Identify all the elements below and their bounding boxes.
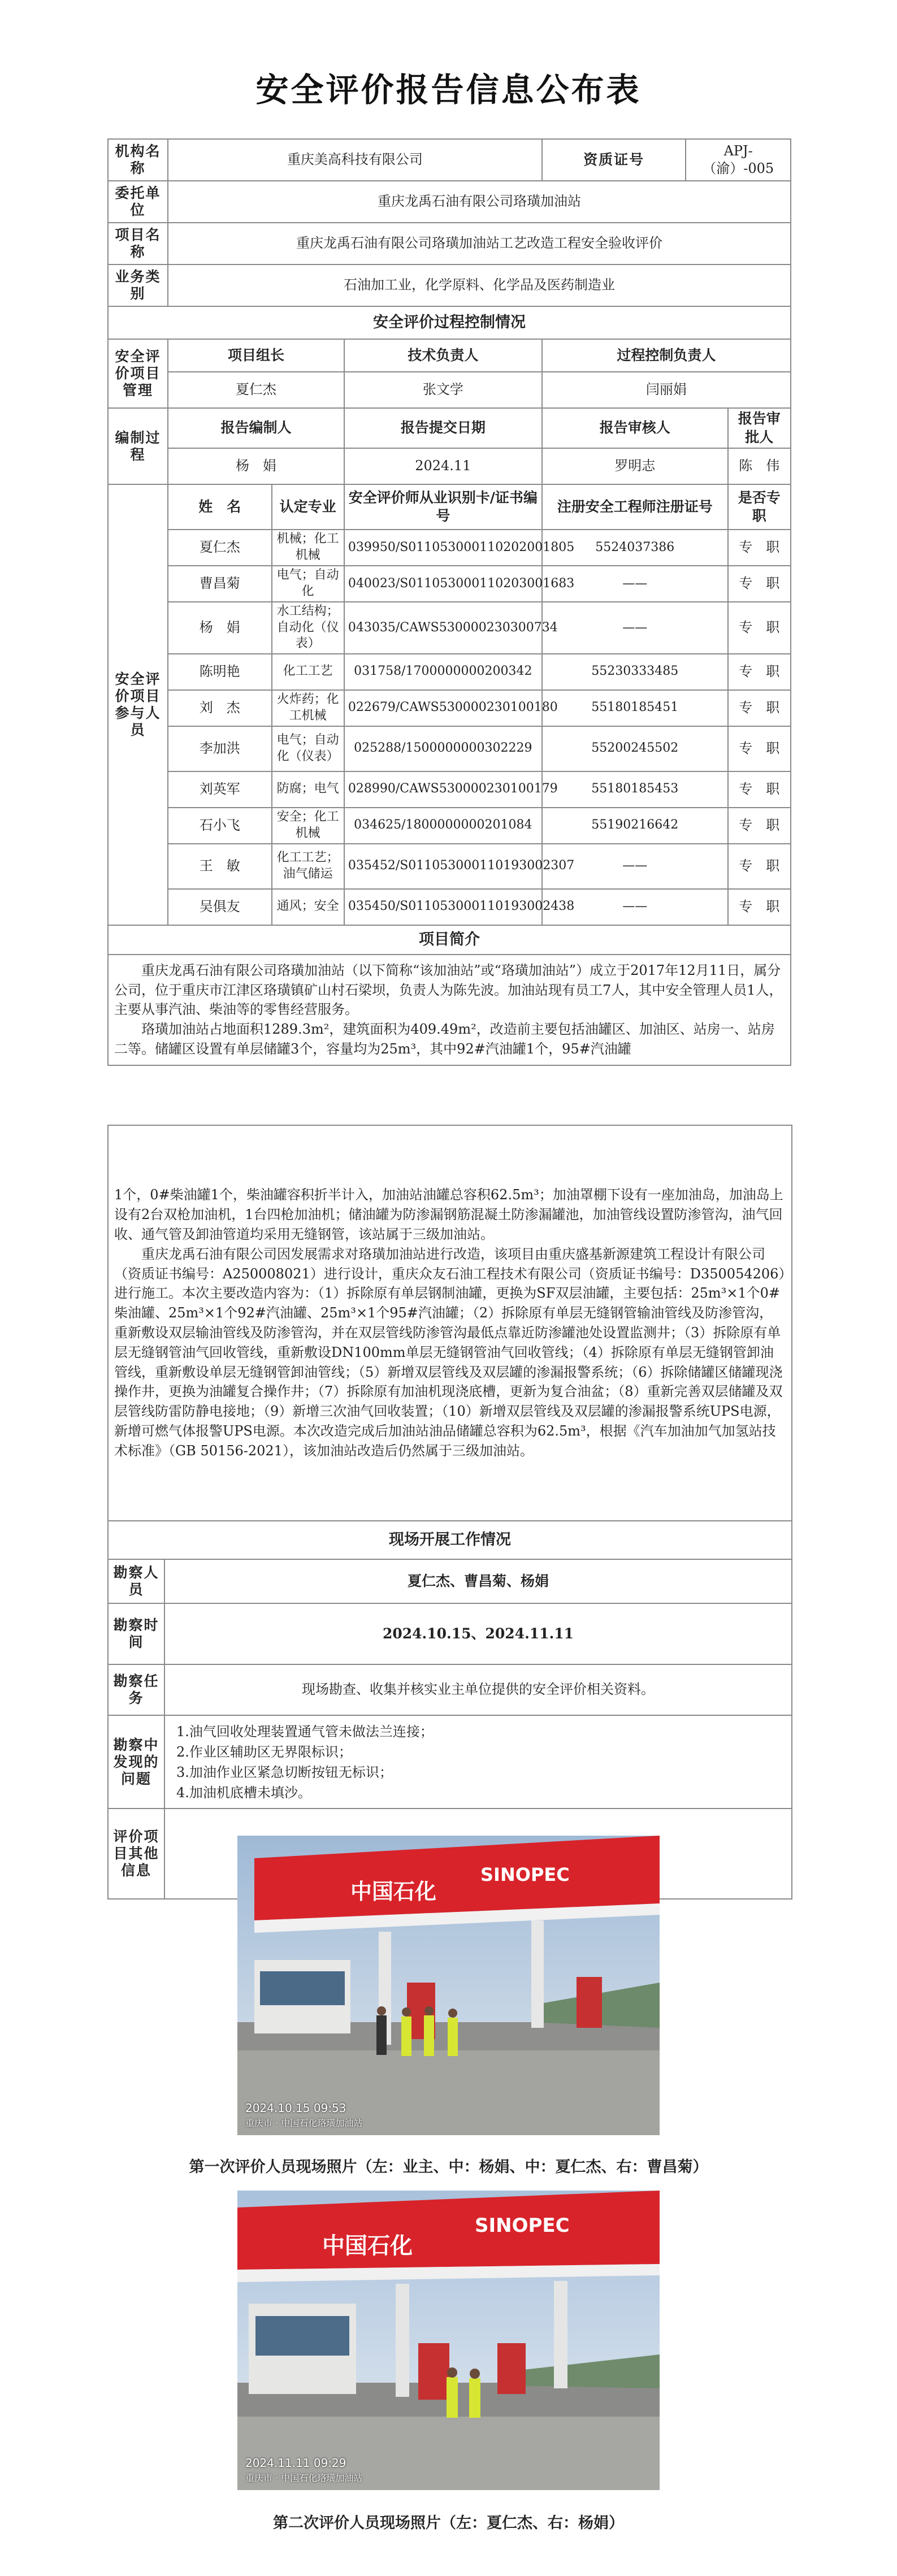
staff-cert: 040023/S011053000110203001683 — [344, 566, 542, 602]
staff-label: 安全评价项目参与人员 — [108, 484, 168, 925]
field-task-label: 勘察任务 — [108, 1664, 164, 1715]
photo-1-location: 重庆市 · 中国石化珞璜加油站 — [245, 2118, 363, 2128]
staff-fulltime: 专 职 — [728, 889, 791, 925]
photo-2-caption: 第二次评价人员现场照片（左：夏仁杰、右：杨娟） — [273, 2514, 624, 2532]
staff-name: 李加洪 — [168, 726, 271, 771]
staff-reg: 5524037386 — [542, 530, 728, 566]
staff-fulltime: 专 职 — [728, 808, 791, 844]
staff-row — [108, 602, 791, 654]
staff-reg: —— — [542, 602, 728, 654]
issue-item: 4.加油机底槽未填沙。 — [176, 1784, 311, 1801]
photo-1-caption: 第一次评价人员现场照片（左：业主、中：杨娟、中：夏仁杰、右：曹昌菊） — [189, 2158, 708, 2176]
gas-station-photo-2 — [237, 2191, 660, 2490]
staff-row — [108, 566, 791, 602]
staff-fulltime: 专 职 — [728, 844, 791, 889]
staff-reg: 55180185451 — [542, 690, 728, 726]
mgmt-header-tech: 技术负责人 — [344, 339, 542, 372]
site-photo-2 — [237, 2191, 660, 2490]
staff-header-cert: 安全评价师从业识别卡/证书编号 — [344, 484, 542, 530]
staff-reg: 55230333485 — [542, 654, 728, 690]
intro-paragraph-2a: 珞璜加油站占地面积1289.3m²，建筑面积为409.49m²，改造前主要包括油罐区、加油区、站房一、站房二等。储罐区设置有单层储罐3个，容量均为25m³，其中92#汽油罐1个，95#汽油罐 — [114, 1021, 775, 1057]
business-value: 石油加工业，化学原料、化学品及医药制造业 — [168, 264, 791, 306]
page-title: 安全评价报告信息公布表 — [255, 71, 642, 109]
issue-item: 3.加油作业区紧急切断按钮无标识； — [176, 1764, 393, 1780]
staff-row — [108, 654, 791, 690]
staff-cert: 031758/1700000000200342 — [344, 654, 542, 690]
site-photo-1 — [237, 1836, 660, 2135]
staff-major: 通风；安全 — [272, 889, 344, 925]
canopy-sign-en: SINOPEC — [475, 2214, 570, 2237]
staff-major: 电气；自动化（仪表） — [272, 726, 344, 771]
staff-major: 化工工艺 — [272, 654, 344, 690]
canopy-sign-cn: 中国石化 — [322, 2232, 413, 2259]
project-value: 重庆龙禹石油有限公司珞璜加油站工艺改造工程安全验收评价 — [168, 223, 791, 264]
staff-major: 安全；化工机械 — [272, 808, 344, 844]
intro-paragraph-2b: 1个，0#柴油罐1个，柴油罐容积折半计入，加油站油罐总容积62.5m³；加油罩棚下设有一座加油岛，加油岛上设有2台双枪加油机，1台四枪加油机；储油罐为防渗漏钢筋混凝土防渗漏罐池，加油管线设置防渗管沟，油气回收、通气管及卸油管道均采用无缝钢管，该站属于三级加油站。 — [114, 1187, 783, 1243]
staff-header-reg: 注册安全工程师注册证号 — [542, 484, 728, 530]
compile-author: 杨 娟 — [168, 448, 344, 484]
issue-item: 2.作业区辅助区无界限标识； — [176, 1744, 352, 1760]
staff-cert: 043035/CAWS530000230300734 — [344, 602, 542, 654]
process-section-heading: 安全评价过程控制情况 — [108, 306, 791, 339]
mgmt-label: 安全评价项目管理 — [108, 339, 168, 408]
field-time-label: 勘察时间 — [108, 1603, 164, 1664]
compile-header-date: 报告提交日期 — [344, 408, 542, 448]
staff-cert: 039950/S011053000110202001805 — [344, 530, 542, 566]
staff-header-major: 认定专业 — [272, 484, 344, 530]
staff-cert: 028990/CAWS530000230100179 — [344, 771, 542, 808]
staff-row — [108, 690, 791, 726]
staff-fulltime: 专 职 — [728, 530, 791, 566]
staff-name: 石小飞 — [168, 808, 271, 844]
staff-row — [108, 726, 791, 771]
staff-major: 水工结构；自动化（仪表） — [272, 602, 344, 654]
field-issues-label: 勘察中发现的问题 — [108, 1715, 164, 1809]
staff-reg: —— — [542, 844, 728, 889]
photo-1-timestamp: 2024.10.15 09:53 — [245, 2101, 346, 2115]
field-task: 现场勘查、收集并核实业主单位提供的安全评价相关资料。 — [164, 1664, 792, 1715]
staff-row — [108, 844, 791, 889]
cert-number: APJ-（渝）-005 — [686, 139, 791, 181]
staff-cert: 022679/CAWS530000230100180 — [344, 690, 542, 726]
person-1-figure — [376, 2006, 387, 2055]
compile-label: 编制过程 — [108, 408, 168, 484]
staff-cert: 035452/S011053000110193002307 — [344, 844, 542, 889]
staff-reg: 55190216642 — [542, 808, 728, 844]
staff-fulltime: 专 职 — [728, 771, 791, 808]
staff-major: 化工工艺；油气储运 — [272, 844, 344, 889]
mgmt-control: 闫丽娟 — [542, 372, 791, 408]
staff-reg: —— — [542, 566, 728, 602]
staff-cert: 035450/S011053000110193002438 — [344, 889, 542, 925]
client-label: 委托单位 — [108, 181, 168, 223]
issue-item: 1.油气回收处理装置通气管未做法兰连接； — [176, 1723, 434, 1740]
intro-heading: 项目简介 — [108, 925, 791, 955]
business-label: 业务类别 — [108, 264, 168, 306]
photo-2-location: 重庆市 · 中国石化珞璜加油站 — [245, 2473, 363, 2483]
project-label: 项目名称 — [108, 223, 168, 264]
info-table-part2 — [107, 1125, 792, 1900]
mgmt-header-leader: 项目组长 — [168, 339, 344, 372]
staff-name: 吴俱友 — [168, 889, 271, 925]
intro-paragraph-1: 重庆龙禹石油有限公司珞璜加油站（以下简称“该加油站”或“珞璜加油站”）成立于2017年12月11日，属分公司，位于重庆市江津区珞璜镇矿山村石梁坝，负责人为陈先波。加油站现有员工7人，其中安全管理人员1人，主要从事汽油、柴油等的零售经营服务。 — [114, 962, 783, 1018]
compile-header-reviewer: 报告审核人 — [542, 408, 728, 448]
field-people-label: 勘察人员 — [108, 1559, 164, 1603]
compile-reviewer: 罗明志 — [542, 448, 728, 484]
field-people: 夏仁杰、曹昌菊、杨娟 — [164, 1559, 792, 1603]
staff-cert: 034625/1800000000201084 — [344, 808, 542, 844]
staff-row — [108, 808, 791, 844]
compile-header-approver: 报告审批人 — [728, 408, 791, 448]
canopy-sign-en: SINOPEC — [480, 1864, 570, 1885]
client-value: 重庆龙禹石油有限公司珞璜加油站 — [168, 181, 791, 223]
person-4-figure — [448, 2009, 458, 2056]
staff-fulltime: 专 职 — [728, 602, 791, 654]
canopy-sign-cn: 中国石化 — [350, 1879, 437, 1904]
staff-reg: 55180185453 — [542, 771, 728, 808]
staff-fulltime: 专 职 — [728, 654, 791, 690]
staff-header-name: 姓 名 — [168, 484, 271, 530]
staff-reg: 55200245502 — [542, 726, 728, 771]
field-other-label: 评价项目其他信息 — [108, 1809, 164, 1899]
info-table-part1 — [107, 138, 791, 1066]
cert-label: 资质证号 — [542, 139, 686, 181]
mgmt-header-control: 过程控制负责人 — [542, 339, 791, 372]
intro-text-part2 — [108, 1125, 792, 1521]
staff-name: 夏仁杰 — [168, 530, 271, 566]
staff-row — [108, 889, 791, 925]
intro-text-part1 — [108, 955, 791, 1065]
staff-fulltime: 专 职 — [728, 690, 791, 726]
staff-cert: 025288/1500000000302229 — [344, 726, 542, 771]
staff-header-fulltime: 是否专职 — [728, 484, 791, 530]
field-issues-list — [164, 1715, 792, 1809]
person-2-figure — [401, 2007, 411, 2056]
staff-name: 刘 杰 — [168, 690, 271, 726]
staff-name: 杨 娟 — [168, 602, 271, 654]
staff-fulltime: 专 职 — [728, 566, 791, 602]
staff-major: 机械；化工机械 — [272, 530, 344, 566]
photo-2-timestamp: 2024.11.11 09:29 — [245, 2456, 346, 2470]
staff-major: 电气；自动化 — [272, 566, 344, 602]
staff-name: 王 敏 — [168, 844, 271, 889]
org-name-label: 机构名称 — [108, 139, 168, 181]
intro-paragraph-3: 重庆龙禹石油有限公司因发展需求对珞璜加油站进行改造，该项目由重庆盛基新源建筑工程设计有限公司（资质证书编号：A250008021）进行设计，重庆众友石油工程技术有限公司（资质证书编号：D350054206）进行施工。本次主要改造内容为：（1）拆除原有单层钢制油罐，更换为SF双层油罐，主要包括：25m³×1个0#柴油罐、25m³×1个92#汽油罐、25m³×1个95#汽油罐；（2）拆除原有单层无缝钢管输油管线及防渗管沟，重新敷设双层输油管线及防渗管沟，并在双层管线防渗管沟最低点靠近防渗罐池处设置监测井；（3）拆除原有单层无缝钢管油气回收管线，重新敷设DN100mm单层无缝钢管油气回收管线；（4）拆除原有单层无缝钢管卸油管线，重新敷设单层无缝钢管卸油管线；（5）新增双层管线及双层罐的渗漏报警系统；（6）拆除储罐区储罐现浇操作井，更换为油罐复合操作井；（7）拆除原有加油机现浇底槽，更新为复合油盆；（8）重新完善双层储罐及双层管线防雷防静电接地；（9）新增三次油气回收装置；（10）新增双层管线及双层罐的渗漏报警系统UPS电源，新增可燃气体报警UPS电源。本次改造完成后加油站油品储罐总容积为62.5m³，根据《汽车加油加气加氢站技术标准》（GB 50156-2021），该加油站改造后仍然属于三级加油站。 — [114, 1246, 786, 1459]
mgmt-tech: 张文学 — [344, 372, 542, 408]
staff-reg: —— — [542, 889, 728, 925]
org-name: 重庆美高科技有限公司 — [168, 139, 542, 181]
field-heading: 现场开展工作情况 — [108, 1521, 792, 1559]
staff-row — [108, 771, 791, 808]
staff-name: 陈明艳 — [168, 654, 271, 690]
staff-major: 防腐；电气 — [272, 771, 344, 808]
staff-major: 火炸药；化工机械 — [272, 690, 344, 726]
compile-date: 2024.11 — [344, 448, 542, 484]
field-time: 2024.10.15、2024.11.11 — [164, 1603, 792, 1664]
staff-name: 刘英军 — [168, 771, 271, 808]
person-2-figure — [469, 2369, 480, 2418]
staff-row — [108, 530, 791, 566]
person-1-figure — [447, 2367, 458, 2418]
compile-approver: 陈 伟 — [728, 448, 791, 484]
gas-station-photo-1 — [237, 1836, 660, 2135]
staff-name: 曹昌菊 — [168, 566, 271, 602]
compile-header-author: 报告编制人 — [168, 408, 344, 448]
staff-fulltime: 专 职 — [728, 726, 791, 771]
mgmt-leader: 夏仁杰 — [168, 372, 344, 408]
